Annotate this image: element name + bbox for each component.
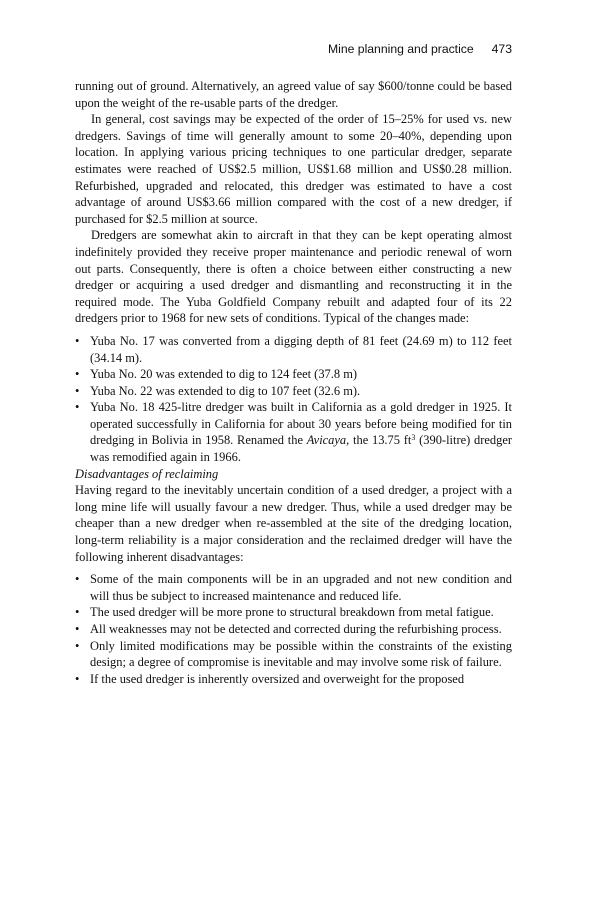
list-item-text-part: (390-litre) dredger was remodified again in 1966. [90,433,513,465]
list-item-text: Yuba No. 20 was extended to dig to 124 feet (37.8 m) [90,367,358,382]
list-item-text: Yuba No. 22 was extended to dig to 107 feet (32.6 m). [90,383,361,398]
list-item-text: Some of the main components will be in an upgraded and not new condition and will thus be subject to increased maintenance and reduced life. [90,572,512,603]
page-number: 473 [491,42,512,56]
paragraph-cost-savings: In general, cost savings may be expected of the order of 15–25% for used vs. new dredgers. Savings of time will generally amount to some 20–40%, depending upon location. In applying various pricing techniques to one particular dredger, separate estimates were reached of US$2.5 million, US$1.68 million and US$0.28 million. Refurbished, upgraded and relocated, this dredger was estimated to have a cost advantage of around US$3.66 million compared with the cost of a new dredger, if purchased for $2.5 million at source. [75,112,512,226]
list-item-text-part: Yuba No. 18 425-litre dredger was built in California as a gold dredger in 1925. It operated successfully in California for about 30 years before being modified for tin dredging in Bolivia in 1958. Renamed the [90,400,512,448]
list-item [75,333,512,366]
changes-list [75,333,512,466]
list-item [75,399,512,465]
bullet-icon: • [75,400,80,415]
bullet-icon: • [75,622,80,636]
body-text [75,78,512,687]
dredger-name: Avicaya [306,433,347,448]
paragraph-continued: running out of ground. Alternatively, an agreed value of say $600/tonne could be based upon the weight of the re-usable parts of the dredger. [75,79,512,110]
list-item-text: Yuba No. 17 was converted from a digging depth of 81 feet (24.69 m) to 112 feet (34.14 m). [90,333,512,365]
page-header [75,42,512,56]
bullet-icon: • [75,572,80,587]
list-item [75,604,512,621]
list-item-text: If the used dredger is inherently oversized and overweight for the proposed [90,671,465,686]
bullet-icon: • [75,671,80,686]
list-item [75,383,512,400]
bullet-icon: • [75,367,80,382]
list-item-text [90,400,512,464]
list-item-text: All weaknesses may not be detected and corrected during the refurbishing process. [90,622,502,636]
list-item-text: Only limited modifications may be possible within the constraints of the existing design; a degree of compromise is inevitable and may involve some risk of failure. [90,638,512,670]
list-item [75,571,512,604]
list-item [75,366,512,383]
bullet-icon: • [75,638,80,653]
list-item-text-part: , the 13.75 ft [346,433,412,448]
list-item-text: The used dredger will be more prone to structural breakdown from metal fatigue. [90,605,494,620]
bullet-icon: • [75,383,80,398]
list-item [75,621,512,638]
bullet-icon: • [75,605,80,620]
paragraph-used-dredger: Having regard to the inevitably uncertain condition of a used dredger, a project with a long mine life will usually favour a new dredger. Thus, while a used dredger may be cheaper than a new dredger when re-assembled at the site of the dredging location, long-term reliability is a major consideration and the reclaimed dredger will have the following inherent disadvantages: [75,483,512,564]
list-item [75,638,512,671]
disadvantages-list [75,571,512,687]
bullet-icon: • [75,333,80,348]
section-heading: Disadvantages of reclaiming [75,466,219,481]
running-title: Mine planning and practice [327,42,474,56]
paragraph-dredgers-aircraft: Dredgers are somewhat akin to aircraft in that they can be kept operating almost indefinitely provided they receive proper maintenance and periodic renewal of worn out parts. Consequently, there is often a choice between either constructing a new dredger or acquiring a used dredger and dismantling and reconstructing it in the required mode. The Yuba Goldfield Company rebuilt and adapted four of its 22 dredgers prior to 1968 for new sets of conditions. Typical of the changes made: [75,228,512,326]
superscript: 3 [411,433,416,443]
list-item [75,671,512,688]
